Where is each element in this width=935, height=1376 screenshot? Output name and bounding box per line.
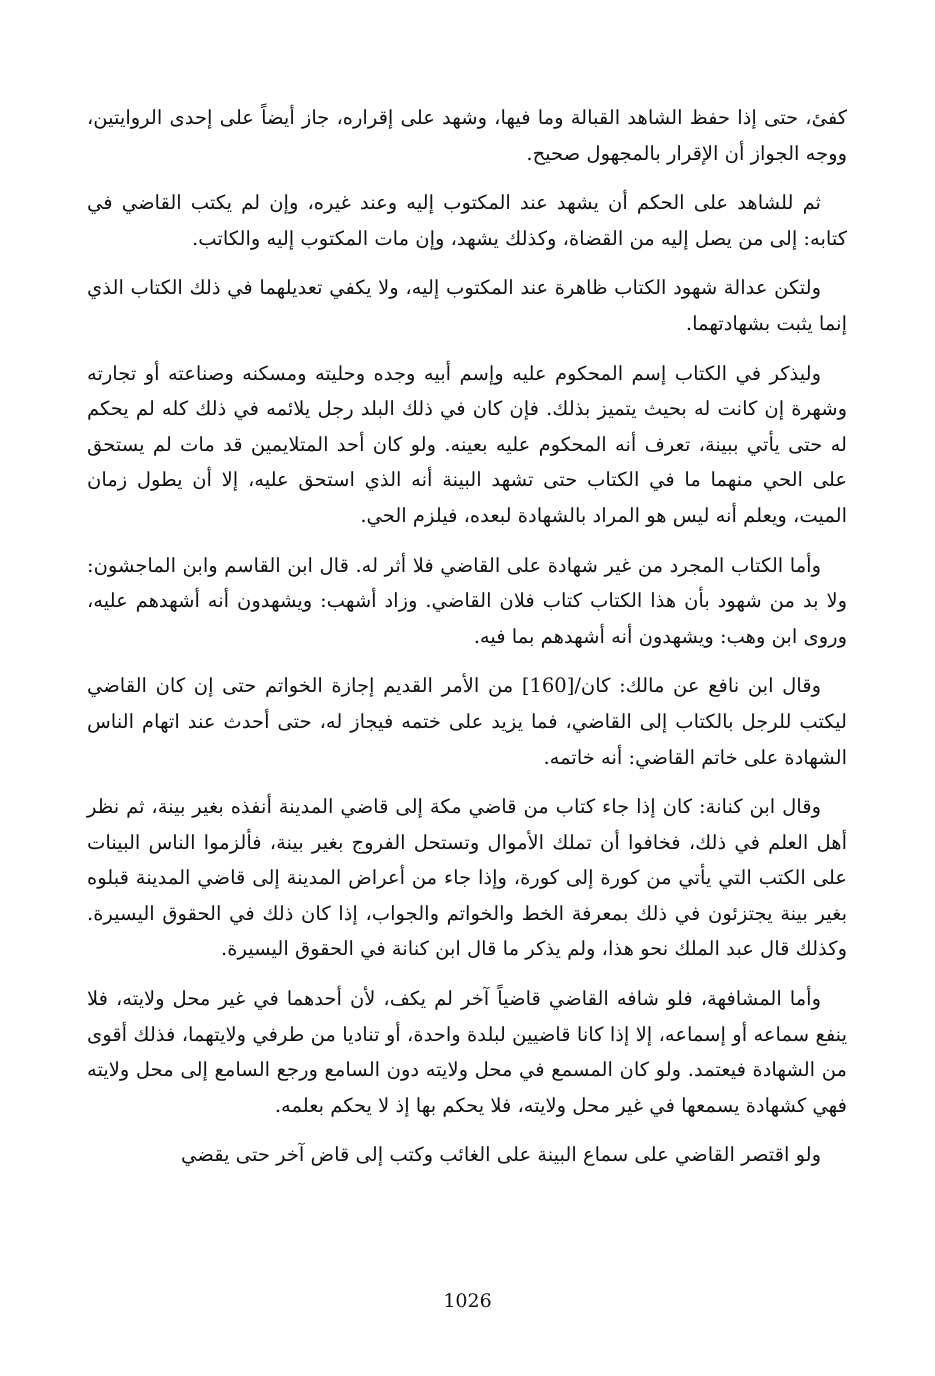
paragraph-9: ولو اقتصر القاضي على سماع البينة على الغائب وكتب إلى قاض آخر حتى يقضي — [181, 1143, 821, 1167]
paragraph-2: ثم للشاهد على الحكم أن يشهد عند المكتوب إليه وعند غيره، وإن لم يكتب القاضي في كتابه: إلى من يصل إليه من القضاة، وكذلك يشهد، وإن مات المكتوب إليه والكاتب. — [87, 191, 847, 250]
paragraph-8: وأما المشافهة، فلو شافه القاضي قاضياً آخر لم يكف، لأن أحدهما في غير محل ولايته، فلا ينفع سماعه أو إسماعه، إلا إذا كانا قاضيين لبلدة واحدة، أو تناديا من طرفي ولايتهما، فذلك أقوى من الشهادة فيعتمد. ولو كان المسمع في محل ولايته دون السامع ورجع السامع إلى محل ولايته فهي كشهادة يسمعها في غير محل ولايته، فلا يحكم بها إذ لا يحكم بعلمه. — [87, 987, 847, 1117]
paragraph-1: كفئ، حتى إذا حفظ الشاهد القبالة وما فيها، وشهد على إقراره، جاز أيضاً على إحدى الروايتين، ووجه الجواز أن الإقرار بالمجهول صحيح. — [87, 106, 847, 165]
paragraph-4: وليذكر في الكتاب إسم المحكوم عليه وإسم أبيه وجده وحليته ومسكنه وصناعته أو تجارته وشهرة إن كانت له بحيث يتميز بذلك. فإن كان في ذلك البلد رجل يلائمه في ذلك كله لم يحكم له حتى يأتي ببينة، تعرف أنه المحكوم عليه بعينه. ولو كان أحد المتلايمين قد مات لم يستحق على الحي منهما ما في الكتاب حتى تشهد البينة أنه الذي استحق عليه، إلا أن يطول زمان الميت، ويعلم أنه ليس هو المراد بالشهادة لبعده، فيلزم الحي. — [87, 361, 847, 527]
paragraph-3: ولتكن عدالة شهود الكتاب ظاهرة عند المكتوب إليه، ولا يكفي تعديلهما في ذلك الكتاب الذي إنما يثبت بشهادتهما. — [87, 276, 847, 335]
page-number: 1026 — [443, 1290, 492, 1312]
document-page — [87, 100, 847, 1187]
paragraph-6: وقال ابن نافع عن مالك: كان/[160] من الأمر القديم إجازة الخواتم حتى إن كان القاضي ليكتب للرجل بالكتاب إلى القاضي، فما يزيد على ختمه فيجاز له، حتى أحدث عند اتهام الناس الشهادة على خاتم القاضي: أنه خاتمه. — [87, 674, 847, 769]
paragraph-7: وقال ابن كنانة: كان إذا جاء كتاب من قاضي مكة إلى قاضي المدينة أنفذه بغير بينة، ثم نظر أهل العلم في ذلك، فخافوا أن تملك الأموال وتستحل الفروج بغير بينة، فألزموا الناس البينات على الكتب التي يأتي من كورة إلى كورة، وإذا جاء من أعراض المدينة إلى قاضي المدينة قبلوه بغير بينة يجتزئون في ذلك بمعرفة الخط والخواتم والجواب، إذا كان ذلك في الحقوق اليسيرة. وكذلك قال عبد الملك نحو هذا، ولم يذكر ما قال ابن كنانة في الحقوق اليسيرة. — [87, 795, 847, 961]
paragraph-5: وأما الكتاب المجرد من غير شهادة على القاضي فلا أثر له. قال ابن القاسم وابن الماجشون: ولا بد من شهود بأن هذا الكتاب كتاب فلان القاضي. وزاد أشهب: ويشهدون أنه أشهدهم عليه، وروى ابن وهب: ويشهدون أنه أشهدهم بما فيه. — [87, 553, 847, 648]
